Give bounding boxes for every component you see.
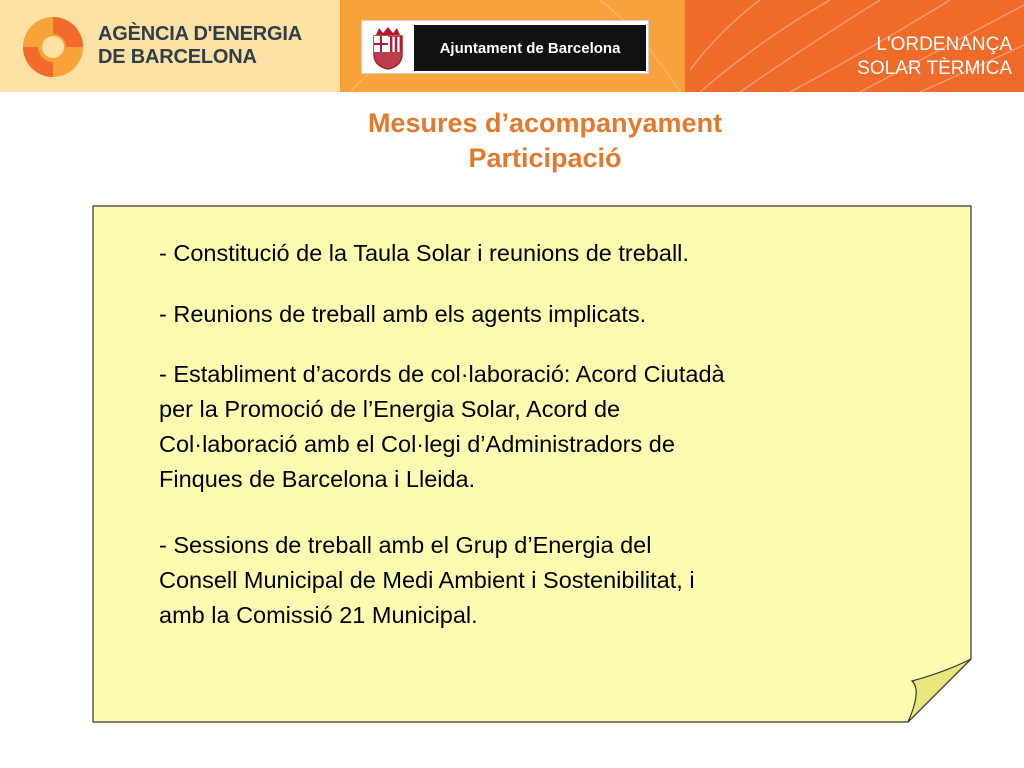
list-item-line: - Reunions de treball amb els agents implicats. bbox=[159, 301, 647, 327]
list-item bbox=[159, 236, 929, 271]
agency-name-line-2: DE BARCELONA bbox=[98, 46, 257, 68]
agency-name-line-1: AGÈNCIA D'ENERGIA bbox=[98, 23, 302, 45]
page-subtitle: Participació bbox=[468, 143, 622, 173]
list-item-line: Consell Municipal de Medi Ambient i Sostenibilitat, i bbox=[159, 567, 695, 593]
list-item bbox=[159, 297, 929, 332]
list-item-line: - Constitució de la Taula Solar i reunions de treball. bbox=[159, 240, 689, 266]
list-item bbox=[159, 528, 929, 633]
list-item bbox=[159, 357, 929, 497]
list-item-line: per la Promoció de l’Energia Solar, Acord de bbox=[159, 396, 621, 422]
ordenanca-line-2: SOLAR TÈRMICA bbox=[857, 58, 1012, 79]
page-title-line-1: Mesures d’acompanyament bbox=[367, 108, 723, 138]
list-item-line: Finques de Barcelona i Lleida. bbox=[159, 466, 476, 492]
ajuntament-label: Ajuntament de Barcelona bbox=[414, 25, 646, 71]
ordenanca-line-1: L'ORDENANÇA bbox=[876, 34, 1012, 55]
list-item-line: Col·laboració amb el Col·legi d’Administradors de bbox=[159, 431, 675, 457]
list-item-line: - Sessions de treball amb el Grup d’Energia del bbox=[159, 532, 652, 558]
note-content bbox=[159, 236, 929, 633]
list-item-line: - Establiment d’acords de col·laboració: Acord Ciutadà bbox=[159, 361, 725, 387]
list-item-line: amb la Comissió 21 Municipal. bbox=[159, 602, 478, 628]
